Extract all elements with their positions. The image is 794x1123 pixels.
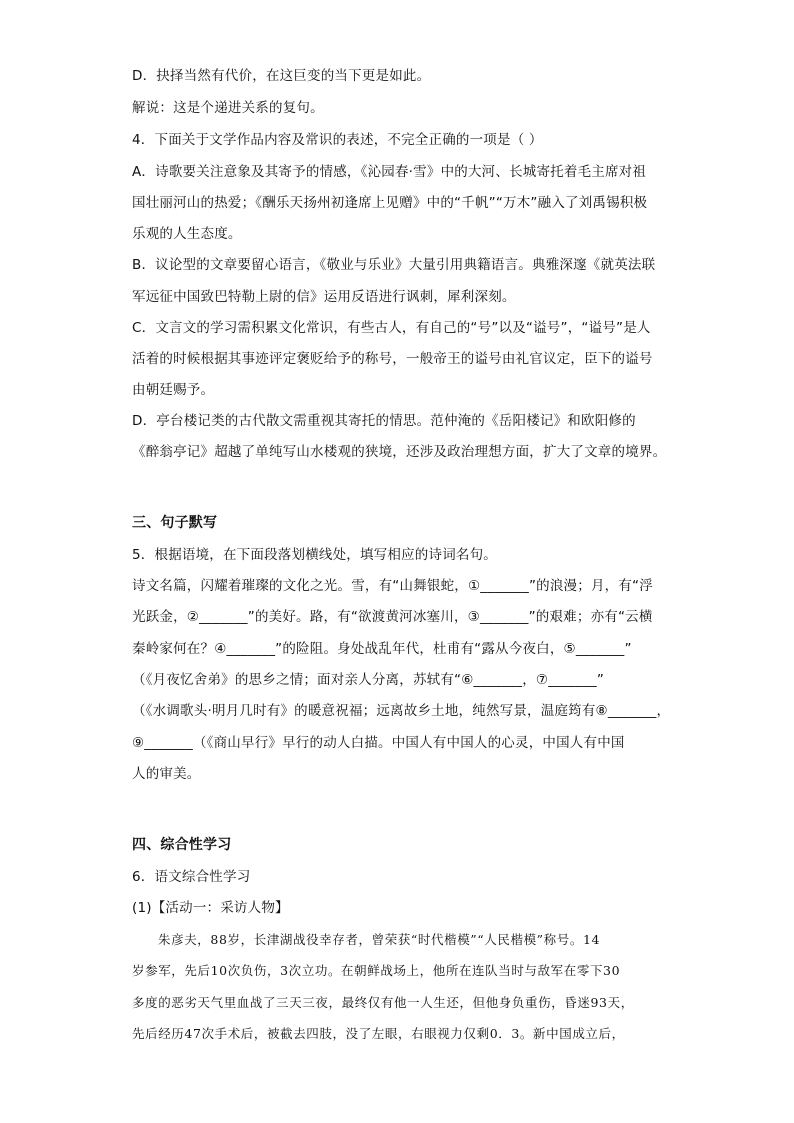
q4-option-b-line: B．议论型的文章要留心语言，《敬业与乐业》大量引用典籍语言。典雅深邃《就英法联 [132, 257, 656, 273]
section4-heading: 四、综合性学习 [132, 837, 232, 853]
q5-stem: 5．根据语境，在下面段落划横线处，填写相应的诗词名句。 [132, 547, 497, 563]
passage-line: 岁参军，先后10次负伤，3次立功。在朝鲜战场上，他所在连队当时与敌军在零下30 [132, 963, 621, 978]
q4-option-a-line: 乐观的人生态度。 [132, 226, 242, 242]
q4-stem: 4．下面关于文学作品内容及常识的表述，不完全正确的一项是（ ） [132, 132, 543, 148]
q5-passage-line: （《月夜忆舍弟》的思乡之情；面对亲人分离，苏轼有“⑥_______，⑦_______” [132, 672, 605, 688]
q4-option-c-line: 活着的时候根据其事迹评定褒贬给予的称号，一般帝王的谥号由礼官议定，臣下的谥号 [132, 351, 653, 367]
q5-passage-line: 秦岭家何在？④_______”的险阻。身处战乱年代，杜甫有“露从今夜白，⑤_______” [132, 641, 632, 657]
q4-option-a-line: 国壮丽河山的热爱；《酬乐天扬州初逢席上见赠》中的“千帆”“万木”融入了刘禹锡积极 [132, 195, 648, 211]
q4-option-a-line: A．诗歌要关注意象及其寄予的情感，《沁园春·雪》中的大河、长城寄托着毛主席对祖 [132, 164, 647, 180]
q5-passage-line: 诗文名篇，闪耀着璀璨的文化之光。雪，有“山舞银蛇，①_______”的浪漫；月，有“浮 [132, 578, 653, 594]
q3-explanation: 解说：这是个递进关系的复句。 [132, 100, 324, 116]
q5-passage-line: ⑨_______（《商山早行》早行的动人白描。中国人有中国人的心灵，中国人有中国 [132, 735, 625, 751]
activity1-label: (1)【活动一：采访人物】 [132, 900, 289, 916]
passage-line: 先后经历47次手术后，被截去四肢，没了左眼，右眼视力仅剩0．3。新中国成立后， [132, 1026, 625, 1041]
q4-option-c-line: 由朝廷赐予。 [132, 382, 215, 398]
q4-option-b-line: 军远征中国致巴特勒上尉的信》运用反语进行讽刺，犀利深刻。 [132, 289, 516, 305]
q6-stem: 6．语文综合性学习 [132, 869, 251, 885]
passage-line: 朱彦夫，88岁，长津湖战役幸存者，曾荣获“时代楷模”“人民楷模”称号。14 [158, 932, 601, 947]
q5-passage-line: （《水调歌头·明月几时有》的暖意祝福；远离故乡土地，纯然写景，温庭筠有⑧_______， [132, 703, 671, 719]
q5-passage-line: 光跃金，②_______”的美好。路，有“欲渡黄河冰塞川，③_______”的艰难；亦有“云横 [132, 609, 653, 625]
q5-passage-line: 人的审美。 [132, 766, 201, 782]
q4-option-d-line: D．亭台楼记类的古代散文需重视其寄托的情思。范仲淹的《岳阳楼记》和欧阳修的 [132, 413, 636, 429]
section3-heading: 三、句子默写 [132, 515, 218, 531]
q4-option-c-line: C．文言文的学习需积累文化常识，有些古人，有自己的“号”以及“谥号”，“谥号”是人 [132, 320, 651, 336]
q4-option-d-line: 《醉翁亭记》超越了单纯写山水楼观的狭境，还涉及政治理想方面，扩大了文章的境界。 [132, 444, 667, 460]
q3-option-d: D．抉择当然有代价，在这巨变的当下更是如此。 [132, 68, 431, 84]
passage-line: 多度的恶劣天气里血战了三天三夜，最终仅有他一人生还，但他身负重伤，昏迷93天， [132, 995, 634, 1010]
